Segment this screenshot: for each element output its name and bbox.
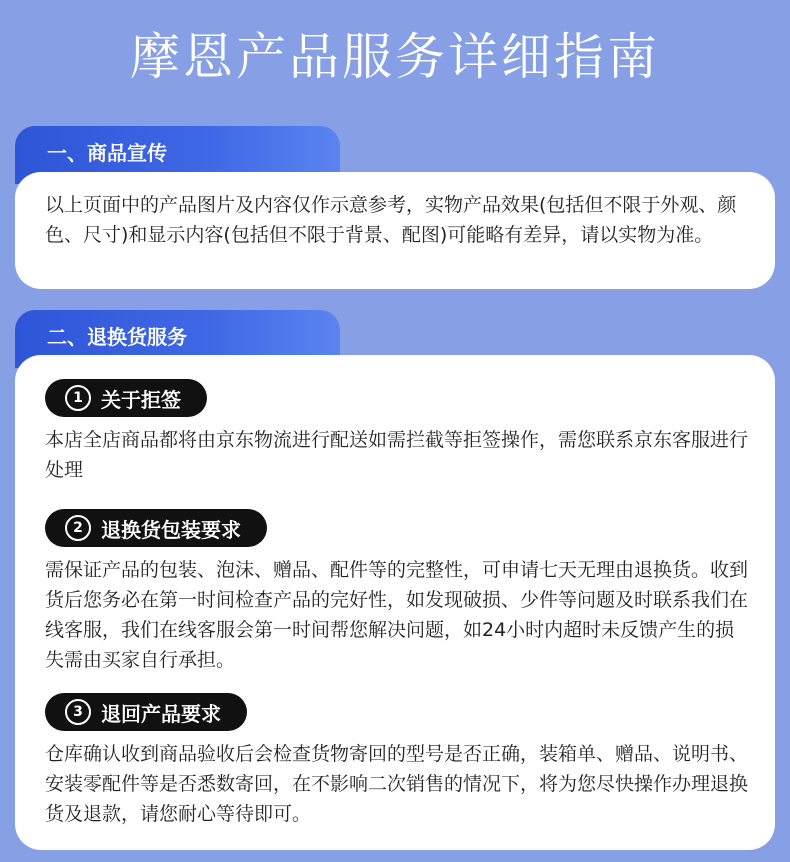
- packaging-text: 需保证产品的包装、泡沫、赠品、配件等的完整性，可申请七天无理由退换货。收到货后您务必在第一时间检查产品的完好性，如发现破损、少件等问题及时联系我们在线客服，我们在线客服会第一时间帮您解决问题，如24小时内超时未反馈产生的损失需由买家自行承担。: [45, 559, 749, 671]
- product-promotion-card: [15, 172, 775, 289]
- refusal-heading: 关于拒签: [101, 387, 181, 412]
- number-1-icon: 1: [65, 385, 91, 411]
- return-product-heading-pill: [45, 693, 247, 731]
- packaging-heading: 退换货包装要求: [101, 517, 241, 542]
- packaging-heading-pill: [45, 509, 267, 547]
- page-title: 摩恩产品服务详细指南: [130, 28, 660, 86]
- refusal-heading-pill: [45, 379, 207, 417]
- return-exchange-card: [15, 355, 775, 850]
- return-product-block: [45, 693, 753, 829]
- number-2-icon: 2: [65, 515, 91, 541]
- return-product-text: 仓库确认收到商品验收后会检查货物寄回的型号是否正确，装箱单、赠品、说明书、安装零配件等是否悉数寄回，在不影响二次销售的情况下，将为您尽快操作办理退换货及退款，请您耐心等待即可。: [45, 743, 749, 825]
- packaging-block: [45, 509, 753, 675]
- number-3-icon: 3: [65, 699, 91, 725]
- section-tab-product-promotion: 一、商品宣传: [15, 126, 340, 184]
- refusal-text: 本店全店商品都将由京东物流进行配送如需拦截等拒签操作，需您联系京东客服进行处理: [45, 429, 749, 481]
- refusal-block: [45, 379, 753, 485]
- return-product-heading: 退回产品要求: [101, 701, 221, 726]
- product-promotion-text: 以上页面中的产品图片及内容仅作示意参考，实物产品效果(包括但不限于外观、颜色、尺寸)和显示内容(包括但不限于背景、配图)可能略有差异，请以实物为准。: [45, 194, 737, 246]
- section-tab-return-exchange: 二、退换货服务: [15, 310, 340, 368]
